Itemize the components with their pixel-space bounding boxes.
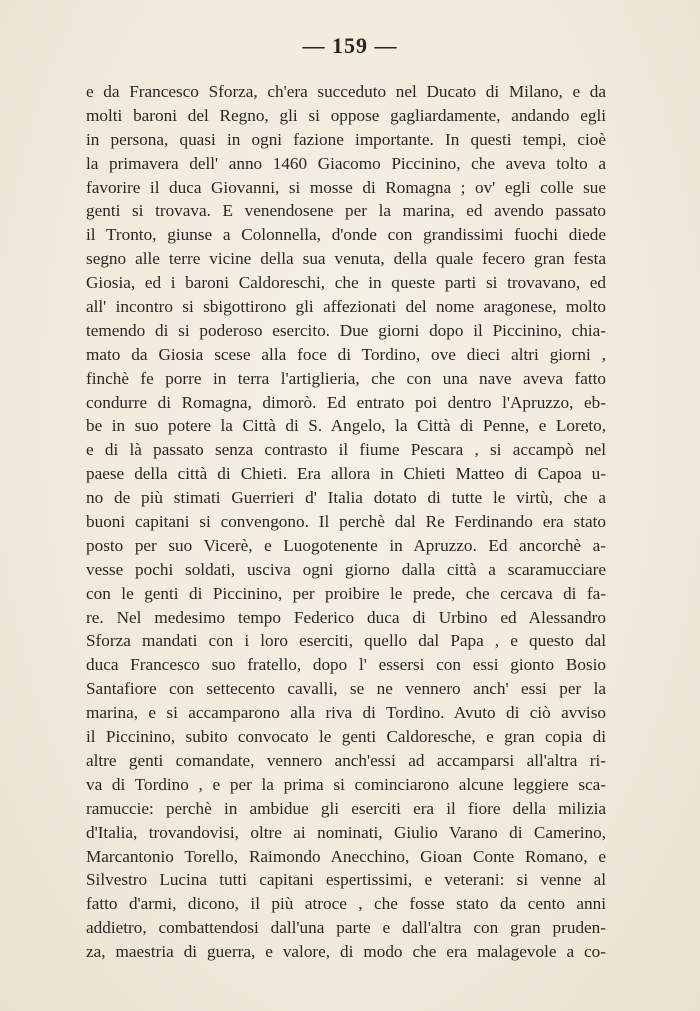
text-line: va di Tordino , e per la prima si cominciarono alcune leggiere sca- <box>86 774 606 794</box>
text-line: Sforza mandati con i loro eserciti, quello dal Papa , e questo dal <box>86 631 606 651</box>
text-line: Silvestro Lucina tutti capitani espertissimi, e veterani: si venne al <box>86 870 606 890</box>
text-line: posto per suo Vicerè, e Luogotenente in Apruzzo. Ed ancorchè a- <box>86 535 606 555</box>
text-line: Marcantonio Torello, Raimondo Anecchino, Gioan Conte Romano, e <box>86 846 606 866</box>
text-line: duca Francesco suo fratello, dopo l' essersi con essi gionto Bosio <box>86 655 606 675</box>
text-line: segno alle terre vicine della sua venuta, della quale fecero gran festa <box>86 249 606 269</box>
text-line: favorire il duca Giovanni, si mosse di Romagna ; ov' egli colle sue <box>86 177 606 197</box>
text-line: finchè fe porre in terra l'artiglieria, che con una nave aveva fatto <box>86 368 606 388</box>
text-line: fatto d'armi, dicono, il più atroce , che fosse stato da cento anni <box>86 894 606 914</box>
text-line: addietro, combattendosi dall'una parte e dall'altra con gran pruden- <box>86 918 606 938</box>
text-line: za, maestria di guerra, e valore, di modo che era malagevole a co- <box>86 942 606 962</box>
text-line: Santafiore con settecento cavalli, se ne vennero anch' essi per la <box>86 679 606 699</box>
text-line: il Tronto, giunse a Colonnella, d'onde con grandissimi fuochi diede <box>86 225 606 245</box>
body-text <box>86 80 606 964</box>
text-line: paese della città di Chieti. Era allora in Chieti Matteo di Capoa u- <box>86 464 606 484</box>
text-line: e di là passato senza contrasto il fiume Pescara , si accampò nel <box>86 440 606 460</box>
text-line: mato da Giosia scese alla foce di Tordino, ove dieci altri giorni , <box>86 344 606 364</box>
text-line: il Piccinino, subito convocato le genti Caldoresche, e gran copia di <box>86 727 606 747</box>
text-line: re. Nel medesimo tempo Federico duca di Urbino ed Alessandro <box>86 607 606 627</box>
text-line: be in suo potere la Città di S. Angelo, la Città di Penne, e Loreto, <box>86 416 606 436</box>
text-line: con le genti di Piccinino, per proibire le prede, che cercava di fa- <box>86 583 606 603</box>
text-line: la primavera dell' anno 1460 Giacomo Piccinino, che aveva tolto a <box>86 153 606 173</box>
text-line: d'Italia, trovandovisi, oltre ai nominati, Giulio Varano di Camerino, <box>86 822 606 842</box>
text-line: all' incontro si sbigottirono gli affezionati del nome aragonese, molto <box>86 297 606 317</box>
text-line: genti si trovava. E venendosene per la marina, ed avendo passato <box>86 201 606 221</box>
text-line: molti baroni del Regno, gli si oppose gagliardamente, andando egli <box>86 105 606 125</box>
text-line: condurre di Romagna, dimorò. Ed entrato poi dentro l'Apruzzo, eb- <box>86 392 606 412</box>
text-line: e da Francesco Sforza, ch'era succeduto nel Ducato di Milano, e da <box>86 82 606 101</box>
text-line: marina, e si accamparono alla riva di Tordino. Avuto di ciò avviso <box>86 703 606 723</box>
page-number: — 159 — <box>302 33 398 58</box>
text-line: ramuccie: perchè in ambidue gli eserciti era il fiore della milizia <box>86 798 606 818</box>
text-line: no de più stimati Guerrieri d' Italia dotato di tutte le virtù, che a <box>86 488 606 508</box>
text-line: temendo di si poderoso esercito. Due giorni dopo il Piccinino, chia- <box>86 320 606 340</box>
text-line: altre genti comandate, vennero anch'essi ad accamparsi all'altra ri- <box>86 750 606 770</box>
text-line: vesse pochi soldati, usciva ogni giorno dalla città a scaramucciare <box>86 559 606 579</box>
text-line: in persona, quasi in ogni fazione importante. In questi tempi, cioè <box>86 129 606 149</box>
text-line: buoni capitani si convengono. Il perchè dal Re Ferdinando era stato <box>86 512 606 532</box>
text-line: Giosia, ed i baroni Caldoreschi, che in queste parti si trovavano, ed <box>86 273 606 293</box>
